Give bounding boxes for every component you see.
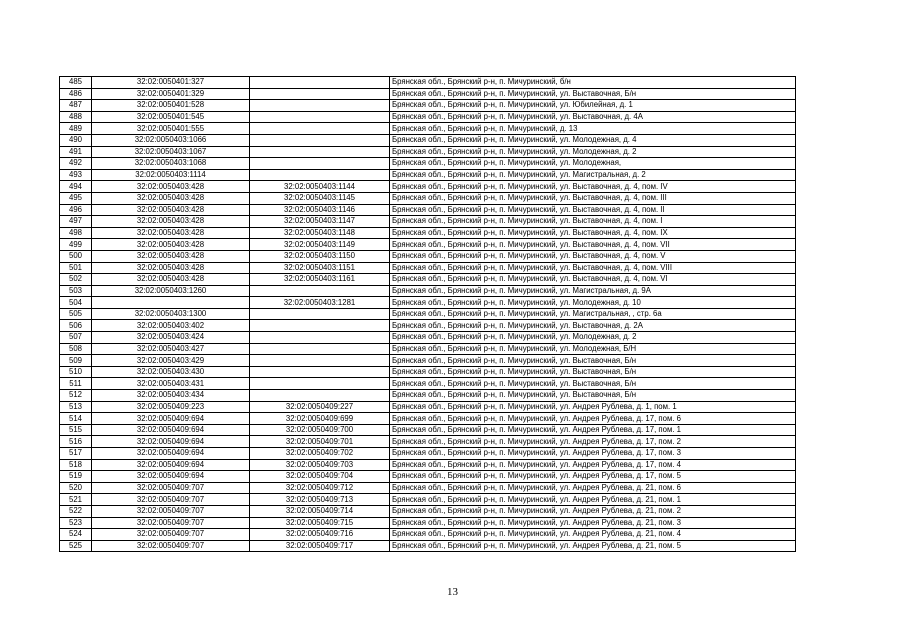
cadastral-number-cell: 32:02:0050403:431 bbox=[92, 378, 250, 390]
address-cell: Брянская обл., Брянский р-н, п. Мичуринский, ул. Выставочная, д. 4, пом. VI bbox=[390, 274, 796, 286]
cadastral-number-cell: 32:02:0050403:1068 bbox=[92, 158, 250, 170]
cadastral-number-cell: 32:02:0050403:428 bbox=[92, 204, 250, 216]
premises-cadastral-number-cell: 32:02:0050409:712 bbox=[250, 482, 390, 494]
row-number-cell: 524 bbox=[60, 529, 92, 541]
premises-cadastral-number-cell: 32:02:0050403:1147 bbox=[250, 216, 390, 228]
table-row bbox=[60, 239, 796, 251]
cadastral-number-cell: 32:02:0050403:428 bbox=[92, 181, 250, 193]
premises-cadastral-number-cell: 32:02:0050403:1281 bbox=[250, 297, 390, 309]
table-row bbox=[60, 413, 796, 425]
table-row bbox=[60, 424, 796, 436]
cadastral-number-cell: 32:02:0050403:428 bbox=[92, 239, 250, 251]
table-row bbox=[60, 262, 796, 274]
row-number-cell: 508 bbox=[60, 343, 92, 355]
page-number: 13 bbox=[447, 586, 458, 598]
row-number-cell: 513 bbox=[60, 401, 92, 413]
row-number-cell: 485 bbox=[60, 77, 92, 89]
row-number-cell: 501 bbox=[60, 262, 92, 274]
cadastral-number-cell: 32:02:0050409:694 bbox=[92, 448, 250, 460]
address-cell: Брянская обл., Брянский р-н, п. Мичуринский, ул. Выставочная, Б/н bbox=[390, 366, 796, 378]
row-number-cell: 518 bbox=[60, 459, 92, 471]
premises-cadastral-number-cell: 32:02:0050403:1145 bbox=[250, 192, 390, 204]
table-row bbox=[60, 274, 796, 286]
table-row bbox=[60, 77, 796, 89]
cadastral-number-cell: 32:02:0050409:694 bbox=[92, 413, 250, 425]
address-cell: Брянская обл., Брянский р-н, п. Мичуринский, ул. Андрея Рублева, д. 21, пом. 4 bbox=[390, 529, 796, 541]
address-cell: Брянская обл., Брянский р-н, п. Мичуринский, ул. Молодежная, bbox=[390, 158, 796, 170]
table-row bbox=[60, 134, 796, 146]
row-number-cell: 490 bbox=[60, 134, 92, 146]
cadastral-number-cell: 32:02:0050403:428 bbox=[92, 216, 250, 228]
premises-cadastral-number-cell: 32:02:0050403:1150 bbox=[250, 250, 390, 262]
table-row bbox=[60, 216, 796, 228]
address-cell: Брянская обл., Брянский р-н, п. Мичуринский, ул. Андрея Рублева, д. 1, пом. 1 bbox=[390, 401, 796, 413]
address-cell: Брянская обл., Брянский р-н, п. Мичуринский, ул. Выставочная, д. 4, пом. VIII bbox=[390, 262, 796, 274]
cadastral-number-cell: 32:02:0050403:429 bbox=[92, 355, 250, 367]
cadastral-number-cell: 32:02:0050409:707 bbox=[92, 529, 250, 541]
row-number-cell: 505 bbox=[60, 308, 92, 320]
address-cell: Брянская обл., Брянский р-н, п. Мичуринский, ул. Андрея Рублева, д. 17, пом. 5 bbox=[390, 471, 796, 483]
cadastral-number-cell: 32:02:0050403:434 bbox=[92, 390, 250, 402]
cadastral-number-cell: 32:02:0050403:428 bbox=[92, 250, 250, 262]
premises-cadastral-number-cell: 32:02:0050403:1161 bbox=[250, 274, 390, 286]
cadastral-number-cell: 32:02:0050409:694 bbox=[92, 471, 250, 483]
cadastral-number-cell: 32:02:0050409:707 bbox=[92, 540, 250, 552]
row-number-cell: 515 bbox=[60, 424, 92, 436]
address-cell: Брянская обл., Брянский р-н, п. Мичуринский, ул. Андрея Рублева, д. 21, пом. 5 bbox=[390, 540, 796, 552]
cadastral-number-cell: 32:02:0050401:545 bbox=[92, 111, 250, 123]
table-row bbox=[60, 448, 796, 460]
table-row bbox=[60, 88, 796, 100]
table-row bbox=[60, 355, 796, 367]
row-number-cell: 487 bbox=[60, 100, 92, 112]
address-cell: Брянская обл., Брянский р-н, п. Мичуринский, ул. Выставочная, Б/н bbox=[390, 355, 796, 367]
premises-cadastral-number-cell bbox=[250, 308, 390, 320]
address-cell: Брянская обл., Брянский р-н, п. Мичуринский, ул. Магистральная, д. 9А bbox=[390, 285, 796, 297]
premises-cadastral-number-cell: 32:02:0050403:1148 bbox=[250, 227, 390, 239]
address-cell: Брянская обл., Брянский р-н, п. Мичуринский, ул. Выставочная, д. 4, пом. III bbox=[390, 192, 796, 204]
row-number-cell: 488 bbox=[60, 111, 92, 123]
cadastral-number-cell: 32:02:0050409:707 bbox=[92, 505, 250, 517]
row-number-cell: 521 bbox=[60, 494, 92, 506]
premises-cadastral-number-cell bbox=[250, 355, 390, 367]
address-cell: Брянская обл., Брянский р-н, п. Мичуринский, ул. Выставочная, Б/н bbox=[390, 390, 796, 402]
premises-cadastral-number-cell: 32:02:0050409:703 bbox=[250, 459, 390, 471]
row-number-cell: 506 bbox=[60, 320, 92, 332]
cadastral-number-cell: 32:02:0050403:428 bbox=[92, 192, 250, 204]
address-cell: Брянская обл., Брянский р-н, п. Мичуринский, ул. Молодежная, д. 10 bbox=[390, 297, 796, 309]
table-row bbox=[60, 320, 796, 332]
cadastral-number-cell: 32:02:0050401:329 bbox=[92, 88, 250, 100]
premises-cadastral-number-cell bbox=[250, 100, 390, 112]
premises-cadastral-number-cell: 32:02:0050409:714 bbox=[250, 505, 390, 517]
row-number-cell: 523 bbox=[60, 517, 92, 529]
address-cell: Брянская обл., Брянский р-н, п. Мичуринский, ул. Молодежная, Б/Н bbox=[390, 343, 796, 355]
premises-cadastral-number-cell: 32:02:0050403:1151 bbox=[250, 262, 390, 274]
table-row bbox=[60, 401, 796, 413]
table-row bbox=[60, 459, 796, 471]
cadastral-number-cell bbox=[92, 297, 250, 309]
table-row bbox=[60, 100, 796, 112]
cadastral-number-cell: 32:02:0050409:707 bbox=[92, 482, 250, 494]
address-cell: Брянская обл., Брянский р-н, п. Мичуринский, ул. Андрея Рублева, д. 17, пом. 6 bbox=[390, 413, 796, 425]
address-cell: Брянская обл., Брянский р-н, п. Мичуринский, ул. Выставочная, д. 4, пом. IV bbox=[390, 181, 796, 193]
cadastral-number-cell: 32:02:0050409:694 bbox=[92, 436, 250, 448]
premises-cadastral-number-cell bbox=[250, 390, 390, 402]
premises-cadastral-number-cell: 32:02:0050403:1144 bbox=[250, 181, 390, 193]
premises-cadastral-number-cell: 32:02:0050409:699 bbox=[250, 413, 390, 425]
address-cell: Брянская обл., Брянский р-н, п. Мичуринский, ул. Андрея Рублева, д. 21, пом. 2 bbox=[390, 505, 796, 517]
address-cell: Брянская обл., Брянский р-н, п. Мичуринский, ул. Андрея Рублева, д. 21, пом. 3 bbox=[390, 517, 796, 529]
premises-cadastral-number-cell: 32:02:0050409:715 bbox=[250, 517, 390, 529]
address-cell: Брянская обл., Брянский р-н, п. Мичуринский, ул. Магистральная, д. 2 bbox=[390, 169, 796, 181]
row-number-cell: 516 bbox=[60, 436, 92, 448]
address-cell: Брянская обл., Брянский р-н, п. Мичуринский, ул. Выставочная, д. 4А bbox=[390, 111, 796, 123]
address-cell: Брянская обл., Брянский р-н, п. Мичуринский, ул. Андрея Рублева, д. 21, пом. 1 bbox=[390, 494, 796, 506]
premises-cadastral-number-cell bbox=[250, 285, 390, 297]
premises-cadastral-number-cell: 32:02:0050409:227 bbox=[250, 401, 390, 413]
address-cell: Брянская обл., Брянский р-н, п. Мичуринский, ул. Выставочная, д. 4, пом. V bbox=[390, 250, 796, 262]
address-cell: Брянская обл., Брянский р-н, п. Мичуринский, ул. Молодежная, д. 2 bbox=[390, 146, 796, 158]
premises-cadastral-number-cell: 32:02:0050409:717 bbox=[250, 540, 390, 552]
premises-cadastral-number-cell bbox=[250, 88, 390, 100]
address-cell: Брянская обл., Брянский р-н, п. Мичуринский, д. 13 bbox=[390, 123, 796, 135]
premises-cadastral-number-cell bbox=[250, 77, 390, 89]
cadastral-number-cell: 32:02:0050403:402 bbox=[92, 320, 250, 332]
row-number-cell: 492 bbox=[60, 158, 92, 170]
table-row bbox=[60, 482, 796, 494]
row-number-cell: 503 bbox=[60, 285, 92, 297]
premises-cadastral-number-cell: 32:02:0050403:1146 bbox=[250, 204, 390, 216]
cadastral-number-cell: 32:02:0050403:1300 bbox=[92, 308, 250, 320]
address-cell: Брянская обл., Брянский р-н, п. Мичуринский, ул. Андрея Рублева, д. 17, пом. 4 bbox=[390, 459, 796, 471]
row-number-cell: 520 bbox=[60, 482, 92, 494]
cadastral-number-cell: 32:02:0050401:327 bbox=[92, 77, 250, 89]
row-number-cell: 495 bbox=[60, 192, 92, 204]
premises-cadastral-number-cell bbox=[250, 123, 390, 135]
address-cell: Брянская обл., Брянский р-н, п. Мичуринский, ул. Выставочная, Б/н bbox=[390, 88, 796, 100]
table-row bbox=[60, 505, 796, 517]
row-number-cell: 494 bbox=[60, 181, 92, 193]
table-row bbox=[60, 146, 796, 158]
cadastral-number-cell: 32:02:0050403:428 bbox=[92, 274, 250, 286]
table-row bbox=[60, 250, 796, 262]
address-cell: Брянская обл., Брянский р-н, п. Мичуринский, ул. Андрея Рублева, д. 21, пом. 6 bbox=[390, 482, 796, 494]
table-row bbox=[60, 227, 796, 239]
row-number-cell: 498 bbox=[60, 227, 92, 239]
premises-cadastral-number-cell: 32:02:0050409:716 bbox=[250, 529, 390, 541]
row-number-cell: 499 bbox=[60, 239, 92, 251]
table-row bbox=[60, 517, 796, 529]
address-cell: Брянская обл., Брянский р-н, п. Мичуринский, ул. Молодежная, д. 4 bbox=[390, 134, 796, 146]
table-row bbox=[60, 366, 796, 378]
row-number-cell: 522 bbox=[60, 505, 92, 517]
cadastral-number-cell: 32:02:0050409:223 bbox=[92, 401, 250, 413]
table-row bbox=[60, 343, 796, 355]
address-cell: Брянская обл., Брянский р-н, п. Мичуринский, ул. Магистральная, , стр. 6а bbox=[390, 308, 796, 320]
table-row bbox=[60, 192, 796, 204]
address-cell: Брянская обл., Брянский р-н, п. Мичуринский, ул. Юбилейная, д. 1 bbox=[390, 100, 796, 112]
row-number-cell: 491 bbox=[60, 146, 92, 158]
table-row bbox=[60, 540, 796, 552]
cadastral-number-cell: 32:02:0050403:430 bbox=[92, 366, 250, 378]
row-number-cell: 502 bbox=[60, 274, 92, 286]
table-row bbox=[60, 204, 796, 216]
cadastral-number-cell: 32:02:0050403:1260 bbox=[92, 285, 250, 297]
cadastral-number-cell: 32:02:0050403:427 bbox=[92, 343, 250, 355]
table-row bbox=[60, 436, 796, 448]
cadastral-number-cell: 32:02:0050401:555 bbox=[92, 123, 250, 135]
row-number-cell: 504 bbox=[60, 297, 92, 309]
table-row bbox=[60, 308, 796, 320]
row-number-cell: 514 bbox=[60, 413, 92, 425]
table-row bbox=[60, 529, 796, 541]
cadastral-number-cell: 32:02:0050403:424 bbox=[92, 332, 250, 344]
cadastral-number-cell: 32:02:0050409:694 bbox=[92, 424, 250, 436]
address-cell: Брянская обл., Брянский р-н, п. Мичуринский, ул. Молодежная, д. 2 bbox=[390, 332, 796, 344]
address-cell: Брянская обл., Брянский р-н, п. Мичуринский, ул. Выставочная, д. 4, пом. IX bbox=[390, 227, 796, 239]
row-number-cell: 525 bbox=[60, 540, 92, 552]
cadastral-number-cell: 32:02:0050403:428 bbox=[92, 227, 250, 239]
table-row bbox=[60, 123, 796, 135]
row-number-cell: 517 bbox=[60, 448, 92, 460]
cadastral-number-cell: 32:02:0050401:528 bbox=[92, 100, 250, 112]
address-cell: Брянская обл., Брянский р-н, п. Мичуринский, ул. Выставочная, д. 2А bbox=[390, 320, 796, 332]
row-number-cell: 500 bbox=[60, 250, 92, 262]
table-row bbox=[60, 169, 796, 181]
premises-cadastral-number-cell: 32:02:0050409:702 bbox=[250, 448, 390, 460]
address-cell: Брянская обл., Брянский р-н, п. Мичуринский, б/н bbox=[390, 77, 796, 89]
table-row bbox=[60, 494, 796, 506]
premises-cadastral-number-cell bbox=[250, 134, 390, 146]
row-number-cell: 509 bbox=[60, 355, 92, 367]
cadastral-number-cell: 32:02:0050403:1067 bbox=[92, 146, 250, 158]
row-number-cell: 511 bbox=[60, 378, 92, 390]
row-number-cell: 507 bbox=[60, 332, 92, 344]
row-number-cell: 510 bbox=[60, 366, 92, 378]
row-number-cell: 512 bbox=[60, 390, 92, 402]
cadastral-number-cell: 32:02:0050409:707 bbox=[92, 494, 250, 506]
cadastral-number-cell: 32:02:0050409:707 bbox=[92, 517, 250, 529]
cadastral-number-cell: 32:02:0050403:428 bbox=[92, 262, 250, 274]
address-cell: Брянская обл., Брянский р-н, п. Мичуринский, ул. Выставочная, д. 4, пом. VII bbox=[390, 239, 796, 251]
registry-table-body bbox=[60, 77, 796, 552]
premises-cadastral-number-cell: 32:02:0050403:1149 bbox=[250, 239, 390, 251]
row-number-cell: 497 bbox=[60, 216, 92, 228]
premises-cadastral-number-cell bbox=[250, 158, 390, 170]
premises-cadastral-number-cell bbox=[250, 378, 390, 390]
premises-cadastral-number-cell bbox=[250, 320, 390, 332]
table-row bbox=[60, 297, 796, 309]
property-registry-table bbox=[59, 76, 796, 552]
table-row bbox=[60, 111, 796, 123]
table-row bbox=[60, 158, 796, 170]
table-row bbox=[60, 181, 796, 193]
premises-cadastral-number-cell: 32:02:0050409:701 bbox=[250, 436, 390, 448]
address-cell: Брянская обл., Брянский р-н, п. Мичуринский, ул. Выставочная, Б/н bbox=[390, 378, 796, 390]
premises-cadastral-number-cell bbox=[250, 146, 390, 158]
address-cell: Брянская обл., Брянский р-н, п. Мичуринский, ул. Выставочная, д. 4, пом. II bbox=[390, 204, 796, 216]
row-number-cell: 486 bbox=[60, 88, 92, 100]
table-row bbox=[60, 390, 796, 402]
premises-cadastral-number-cell bbox=[250, 343, 390, 355]
cadastral-number-cell: 32:02:0050403:1114 bbox=[92, 169, 250, 181]
address-cell: Брянская обл., Брянский р-н, п. Мичуринский, ул. Андрея Рублева, д. 17, пом. 2 bbox=[390, 436, 796, 448]
row-number-cell: 489 bbox=[60, 123, 92, 135]
table-row bbox=[60, 332, 796, 344]
premises-cadastral-number-cell: 32:02:0050409:700 bbox=[250, 424, 390, 436]
address-cell: Брянская обл., Брянский р-н, п. Мичуринский, ул. Андрея Рублева, д. 17, пом. 3 bbox=[390, 448, 796, 460]
premises-cadastral-number-cell bbox=[250, 366, 390, 378]
row-number-cell: 496 bbox=[60, 204, 92, 216]
premises-cadastral-number-cell bbox=[250, 332, 390, 344]
premises-cadastral-number-cell bbox=[250, 169, 390, 181]
row-number-cell: 493 bbox=[60, 169, 92, 181]
table-row bbox=[60, 471, 796, 483]
cadastral-number-cell: 32:02:0050409:694 bbox=[92, 459, 250, 471]
table-row bbox=[60, 285, 796, 297]
premises-cadastral-number-cell: 32:02:0050409:704 bbox=[250, 471, 390, 483]
address-cell: Брянская обл., Брянский р-н, п. Мичуринский, ул. Андрея Рублева, д. 17, пом. 1 bbox=[390, 424, 796, 436]
row-number-cell: 519 bbox=[60, 471, 92, 483]
table-row bbox=[60, 378, 796, 390]
address-cell: Брянская обл., Брянский р-н, п. Мичуринский, ул. Выставочная, д. 4, пом. I bbox=[390, 216, 796, 228]
premises-cadastral-number-cell: 32:02:0050409:713 bbox=[250, 494, 390, 506]
premises-cadastral-number-cell bbox=[250, 111, 390, 123]
cadastral-number-cell: 32:02:0050403:1066 bbox=[92, 134, 250, 146]
